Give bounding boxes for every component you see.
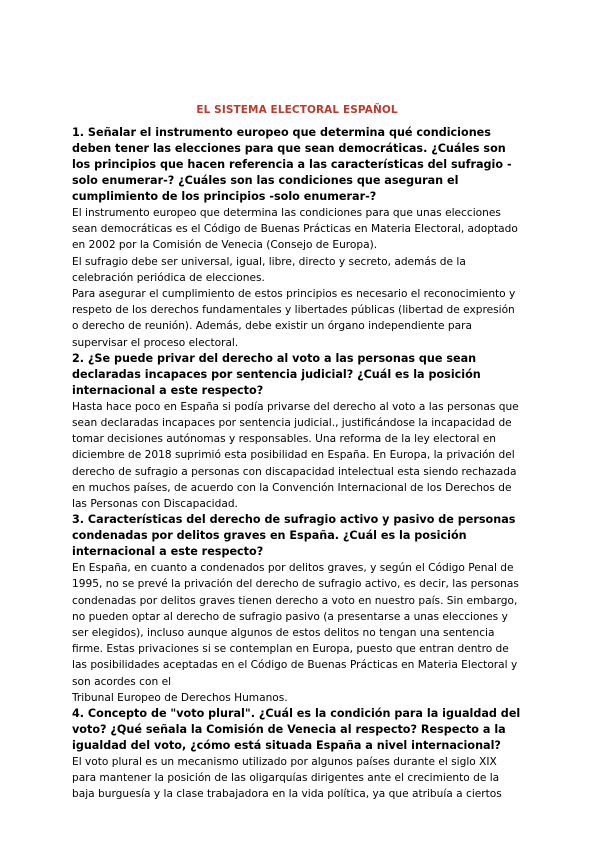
answer-3-paragraph-2: Tribunal Europeo de Derechos Humanos.: [72, 691, 288, 704]
question-3: 3. Características del derecho de sufragio activo y pasivo de personas condenadas por delitos graves en España. ¿Cuál es la posición internacional a este respecto?: [72, 513, 516, 559]
answer-1-paragraph-1: El instrumento europeo que determina las condiciones para que unas elecciones sean democráticas es el Código de Buenas Prácticas en Materia Electoral, adoptado en 2002 por la Comisión de Venecia (Consejo de Europa).: [72, 207, 518, 252]
section-2: [72, 351, 522, 512]
answer-3-paragraph-1: En España, en cuanto a condenados por delitos graves, y según el Código Penal de 1995, no se prevé la privación del derecho de sufragio activo, es decir, las personas condenadas por delitos graves tienen derecho a voto en nuestro país. Sin embargo, no pueden optar al derecho de sufragio pasivo (a presentarse a unas elecciones y ser elegidos), incluso aunque algunos de estos delitos no tengan una sentencia firme. Estas privaciones si se contemplan en Europa, puesto que entran dentro de las posibilidades aceptadas en el Código de Buenas Prácticas en Materia Electoral y son acordes con el: [72, 562, 519, 688]
answer-1-paragraph-2: El sufragio debe ser universal, igual, libre, directo y secreto, además de la celebración periódica de elecciones.: [72, 255, 466, 284]
section-3: [72, 512, 522, 706]
question-2: 2. ¿Se puede privar del derecho al voto a las personas que sean declaradas incapaces por sentencia judicial? ¿Cuál es la posición internacional a este respecto?: [72, 351, 481, 397]
section-4: [72, 706, 522, 803]
question-4: 4. Concepto de "voto plural". ¿Cuál es la condición para la igualdad del voto? ¿Qué señala la Comisión de Venecia al respecto? Respecto a la igualdad del voto, ¿cómo está situada España a nivel internacional?: [72, 707, 521, 753]
section-1: [72, 125, 522, 351]
answer-4-paragraph-1: El voto plural es un mecanismo utilizado por algunos países durante el siglo XIX para mantener la posición de las oligarquías dirigentes ante el crecimiento de la baja burguesía y la clase trabajadora en la vida política, ya que atribuía a ciertos: [72, 756, 502, 801]
answer-1-paragraph-3: Para asegurar el cumplimiento de estos principios es necesario el reconocimiento y respeto de los derechos fundamentales y libertades públicas (libertad de expresión o derecho de reunión). Además, debe existir un órgano independiente para supervisar el proceso electoral.: [72, 288, 516, 349]
question-1: 1. Señalar el instrumento europeo que determina qué condiciones deben tener las elecciones para que sean democráticas. ¿Cuáles son los principios que hacen referencia a las características del sufragio -solo enumerar-? ¿Cuáles son las condiciones que aseguran el cumplimiento de los principios -solo enumerar-?: [72, 126, 512, 203]
answer-2-paragraph-1: Hasta hace poco en España si podía privarse del derecho al voto a las personas que sean declaradas incapaces por sentencia judicial., justificándose la incapacidad de tomar decisiones autónomas y responsables. Una reforma de la ley electoral en diciembre de 2018 suprimió esta posibilidad en España. En Europa, la privación del derecho de sufragio a personas con discapacidad intelectual esta siendo rechazada en muchos países, de acuerdo con la Convención Internacional de los Derechos de las Personas con Discapacidad.: [72, 400, 519, 511]
document-title: EL SISTEMA ELECTORAL ESPAÑOL: [196, 104, 398, 116]
document-page: [72, 104, 522, 803]
